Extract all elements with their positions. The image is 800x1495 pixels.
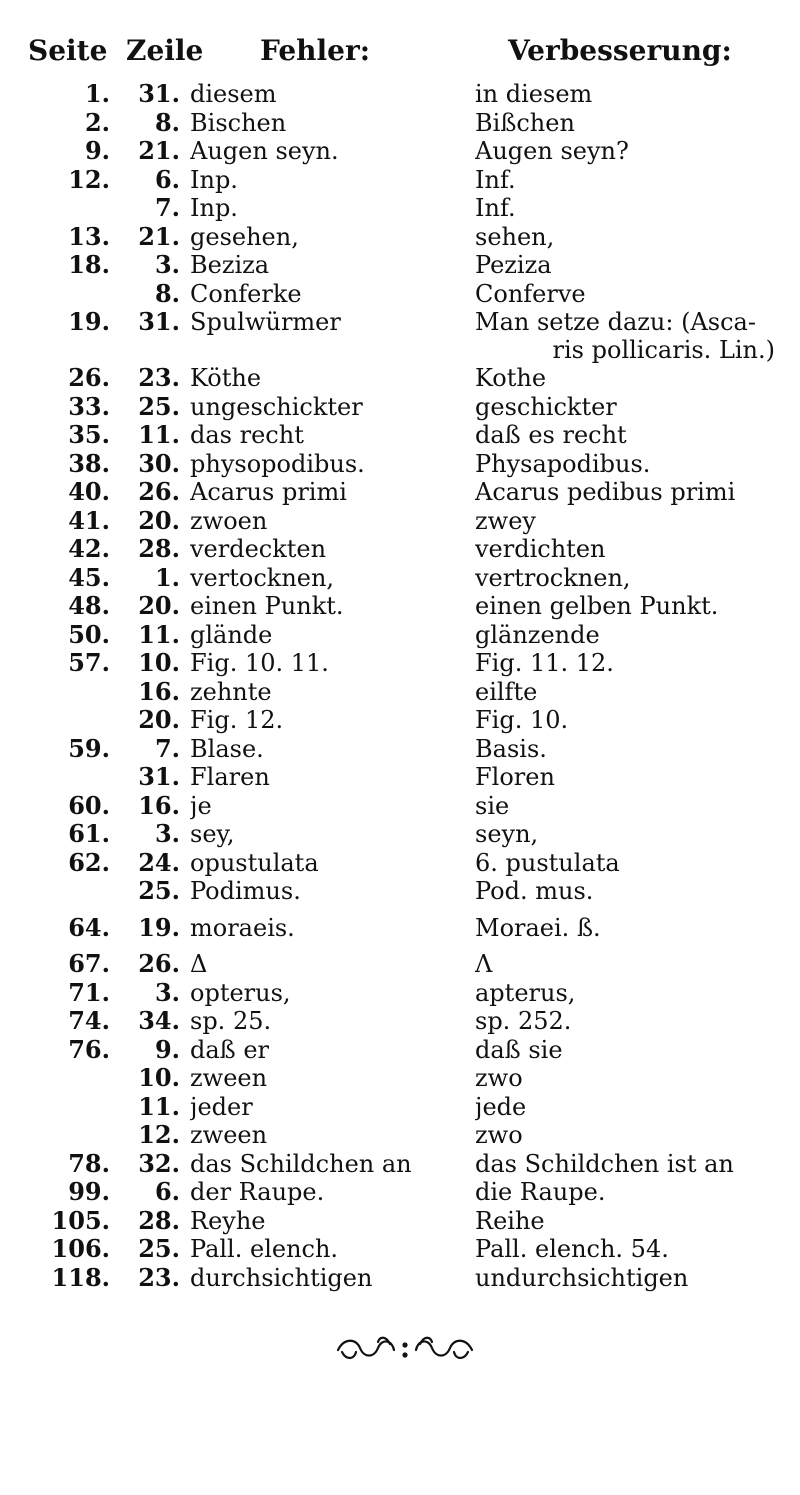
page-number: 60.: [68, 790, 110, 820]
correction-text: Kothe: [475, 364, 547, 392]
errata-row: [0, 849, 800, 878]
page-number: 40.: [68, 477, 110, 506]
errata-row: [0, 478, 800, 507]
error-text: sey,: [190, 820, 235, 848]
errata-row: [0, 194, 800, 223]
line-number: 7.: [154, 733, 180, 763]
page-number: 26.: [68, 363, 110, 392]
error-text: Podimus.: [190, 877, 301, 905]
errata-row: [0, 649, 800, 678]
correction-text: Augen seyn?: [475, 137, 629, 165]
header-fehler: Fehler:: [260, 34, 371, 67]
error-text: opustulata: [190, 848, 319, 877]
page-number: 71.: [68, 977, 110, 1007]
correction-text-line1: Man setze dazu: (Asca-: [475, 308, 756, 336]
errata-row: [0, 592, 800, 621]
errata-row: [0, 1235, 800, 1264]
page-number: 48.: [68, 591, 110, 620]
errata-row: [0, 678, 800, 707]
errata-list: [0, 80, 800, 1292]
page-number: 13.: [68, 221, 110, 251]
line-number: 3.: [154, 819, 180, 848]
error-text: gesehen,: [190, 222, 299, 251]
errata-row: [0, 507, 800, 536]
correction-text: Fig. 10.: [475, 706, 569, 734]
errata-row: [0, 1121, 800, 1150]
page-number: 67.: [68, 949, 110, 978]
error-text: zwoen: [190, 506, 268, 535]
error-text: Bischen: [190, 108, 287, 137]
line-number: 6.: [154, 164, 180, 194]
line-number: 11.: [138, 619, 180, 649]
error-text: opterus,: [190, 978, 291, 1007]
error-text: Fig. 10. 11.: [190, 649, 329, 677]
page-number: 2.: [84, 107, 110, 137]
error-text: Pall. elench.: [190, 1235, 339, 1263]
line-number: 3.: [154, 977, 180, 1007]
error-text: vertocknen,: [190, 563, 335, 592]
line-number: 25.: [138, 1234, 180, 1263]
line-number: 26.: [138, 477, 180, 506]
correction-text: Pod. mus.: [475, 877, 594, 905]
page-number: 99.: [68, 1177, 110, 1206]
line-number: 24.: [138, 847, 180, 877]
line-number: 31.: [138, 307, 180, 336]
page-number: 59.: [68, 733, 110, 763]
correction-text: Fig. 11. 12.: [475, 649, 614, 677]
error-text: der Raupe.: [190, 1178, 325, 1206]
correction-text: sp. 252.: [475, 1007, 572, 1035]
errata-row: [0, 564, 800, 593]
line-number: 31.: [138, 79, 180, 108]
correction-text: die Raupe.: [475, 1178, 606, 1206]
correction-text: vertrocknen,: [475, 563, 631, 592]
line-number: 21.: [138, 221, 180, 251]
header-seite: Seite: [28, 34, 108, 67]
errata-row: [0, 735, 800, 764]
correction-text: Conferve: [475, 279, 586, 308]
errata-row: [0, 450, 800, 479]
error-text: Δ: [190, 950, 208, 978]
errata-row: [0, 364, 800, 393]
page-number: 57.: [68, 648, 110, 677]
error-text: zehnte: [190, 677, 272, 706]
page-number: 19.: [68, 307, 110, 336]
line-number: 25.: [138, 391, 180, 421]
error-text: Spulwürmer: [190, 308, 341, 336]
line-number: 16.: [138, 790, 180, 820]
line-number: 30.: [138, 448, 180, 478]
page-number: 78.: [68, 1148, 110, 1178]
correction-text: Reihe: [475, 1206, 545, 1235]
errata-row: [0, 251, 800, 280]
error-text: Inp.: [190, 165, 238, 194]
errata-row: [0, 706, 800, 735]
correction-text: einen gelben Punkt.: [475, 592, 719, 620]
error-text: Augen seyn.: [190, 137, 339, 165]
correction-text: Peziza: [475, 251, 552, 279]
error-text: Reyhe: [190, 1206, 266, 1235]
page-number: 118.: [51, 1262, 110, 1292]
line-number: 20.: [138, 705, 180, 734]
correction-text: sie: [475, 791, 510, 820]
line-number: 28.: [138, 534, 180, 563]
correction-text: undurchsichtigen: [475, 1263, 689, 1292]
errata-row: [0, 109, 800, 138]
line-number: 28.: [138, 1205, 180, 1235]
errata-row: [0, 308, 800, 364]
error-text: moraeis.: [190, 913, 295, 942]
error-text: ungeschickter: [190, 392, 363, 421]
error-text: einen Punkt.: [190, 592, 344, 620]
error-text: glände: [190, 620, 273, 649]
errata-row: [0, 223, 800, 252]
correction-text: geschickter: [475, 392, 617, 421]
correction-text: Moraei. ß.: [475, 913, 601, 942]
correction-text: in diesem: [475, 80, 593, 108]
correction-text: Pall. elench. 54.: [475, 1235, 669, 1263]
correction-text: verdichten: [475, 535, 606, 563]
error-text: Acarus primi: [190, 478, 347, 506]
line-number: 12.: [138, 1120, 180, 1149]
page-number: 64.: [68, 912, 110, 942]
page-number: 1.: [84, 79, 110, 108]
error-text: jeder: [190, 1092, 253, 1121]
correction-text: daß es recht: [475, 421, 627, 449]
error-text: sp. 25.: [190, 1007, 272, 1035]
line-number: 31.: [138, 762, 180, 791]
error-text: Beziza: [190, 251, 270, 279]
error-text: zween: [190, 1121, 268, 1149]
page-number: 35.: [68, 420, 110, 449]
correction-text: zwo: [475, 1064, 523, 1092]
ornament-flourish-icon: [330, 1330, 480, 1370]
page-number: 106.: [51, 1234, 110, 1263]
page-number: 42.: [68, 534, 110, 563]
page-number: 38.: [68, 448, 110, 478]
page-number: 12.: [68, 164, 110, 194]
error-text: durchsichtigen: [190, 1263, 373, 1292]
correction-text: glänzende: [475, 620, 600, 649]
line-number: 10.: [138, 1063, 180, 1092]
errata-row: [0, 80, 800, 109]
correction-text: jede: [475, 1092, 527, 1121]
header-zeile: Zeile: [126, 34, 204, 67]
errata-row: [0, 1178, 800, 1207]
correction-text-line2: ris pollicaris. Lin.): [552, 336, 775, 364]
error-text: Conferke: [190, 279, 302, 308]
line-number: 1.: [154, 562, 180, 592]
line-number: 34.: [138, 1006, 180, 1035]
errata-row: [0, 877, 800, 906]
error-text: je: [190, 791, 212, 820]
errata-row: [0, 393, 800, 422]
error-text: verdeckten: [190, 535, 327, 563]
line-number: 8.: [154, 107, 180, 137]
correction-text: zwey: [475, 506, 536, 535]
correction-text: Bißchen: [475, 108, 575, 137]
header-verbesserung: Verbesserung:: [508, 34, 732, 67]
correction-text: das Schildchen ist an: [475, 1149, 734, 1178]
error-text: Flaren: [190, 763, 270, 791]
correction-text: 6. pustulata: [475, 848, 620, 877]
correction-text: eilfte: [475, 677, 538, 706]
line-number: 7.: [154, 193, 180, 222]
page-number: 41.: [68, 505, 110, 535]
error-text: das recht: [190, 421, 304, 449]
page-number: 105.: [51, 1205, 110, 1235]
line-number: 25.: [138, 876, 180, 905]
errata-row: [0, 979, 800, 1008]
line-number: 20.: [138, 591, 180, 620]
line-number: 20.: [138, 505, 180, 535]
correction-text: daß sie: [475, 1035, 563, 1064]
errata-row: [0, 137, 800, 166]
errata-row: [0, 280, 800, 309]
page-number: 50.: [68, 619, 110, 649]
line-number: 3.: [154, 250, 180, 279]
errata-row: [0, 1150, 800, 1179]
line-number: 9.: [154, 1034, 180, 1064]
error-text: Fig. 12.: [190, 706, 284, 734]
error-text: zween: [190, 1064, 268, 1092]
error-text: daß er: [190, 1035, 270, 1064]
page-number: 62.: [68, 847, 110, 877]
page-number: 61.: [68, 819, 110, 848]
error-text: Blase.: [190, 734, 264, 763]
errata-row: [0, 621, 800, 650]
error-text: Inp.: [190, 194, 238, 222]
correction-text: sehen,: [475, 222, 555, 251]
line-number: 26.: [138, 949, 180, 978]
page-number: 74.: [68, 1006, 110, 1035]
errata-row: [0, 535, 800, 564]
line-number: 23.: [138, 363, 180, 392]
error-text: Köthe: [190, 364, 262, 392]
line-number: 8.: [154, 278, 180, 308]
correction-text: apterus,: [475, 978, 576, 1007]
correction-text: Basis.: [475, 734, 547, 763]
correction-text: zwo: [475, 1121, 523, 1149]
errata-row: [0, 1207, 800, 1236]
table-header: [0, 34, 800, 74]
error-text: physopodibus.: [190, 449, 365, 478]
correction-text: Inf.: [475, 194, 516, 222]
errata-row: [0, 950, 800, 979]
errata-row: [0, 820, 800, 849]
line-number: 11.: [138, 1091, 180, 1121]
line-number: 32.: [138, 1148, 180, 1178]
errata-row: [0, 1264, 800, 1293]
errata-row: [0, 792, 800, 821]
errata-row: [0, 1093, 800, 1122]
line-number: 19.: [138, 912, 180, 942]
line-number: 21.: [138, 136, 180, 165]
errata-row: [0, 1007, 800, 1036]
page-number: 76.: [68, 1034, 110, 1064]
page-number: 33.: [68, 391, 110, 421]
errata-row: [0, 1064, 800, 1093]
page-number: 45.: [68, 562, 110, 592]
errata-row: [0, 1036, 800, 1065]
correction-text: Physapodibus.: [475, 449, 651, 478]
correction-text: Floren: [475, 763, 555, 791]
line-number: 10.: [138, 648, 180, 677]
page-number: 9.: [84, 136, 110, 165]
correction-text: Acarus pedibus primi: [475, 478, 736, 506]
errata-row: [0, 914, 800, 943]
errata-row: [0, 763, 800, 792]
line-number: 23.: [138, 1262, 180, 1292]
page-number: 18.: [68, 250, 110, 279]
error-text: das Schildchen an: [190, 1149, 412, 1178]
errata-row: [0, 166, 800, 195]
correction-text: Λ: [475, 950, 493, 978]
correction-text: seyn,: [475, 820, 539, 848]
correction-text: Inf.: [475, 165, 516, 194]
line-number: 16.: [138, 676, 180, 706]
correction-text: [475, 308, 775, 364]
line-number: 6.: [154, 1177, 180, 1206]
line-number: 11.: [138, 420, 180, 449]
error-text: diesem: [190, 80, 277, 108]
errata-row: [0, 421, 800, 450]
